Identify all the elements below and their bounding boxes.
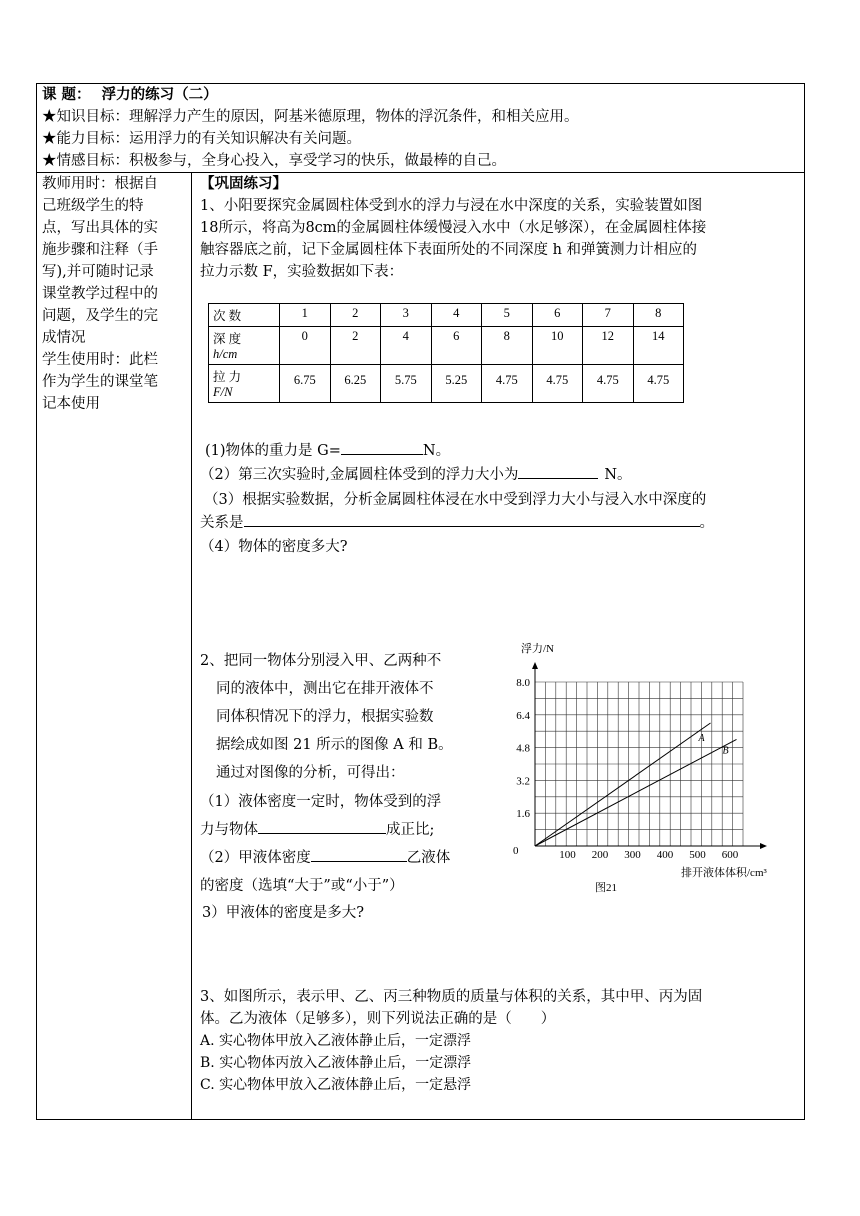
table-cell: 5.75	[381, 365, 432, 403]
x-tick-label: 600	[721, 849, 739, 861]
row-label-depth-unit: h/cm	[213, 347, 238, 361]
sidebar-line: 施步骤和注释（手	[42, 242, 158, 258]
table-cell: 7	[583, 304, 634, 327]
q2-sub2-end: 乙液体	[406, 850, 451, 866]
q2-sub1-line1: （1）液体密度一定时，物体受到的浮	[200, 794, 442, 810]
q1-sub2	[200, 464, 632, 486]
table-cell: 14	[633, 327, 684, 365]
section-title: 【巩固练习】	[200, 175, 287, 192]
goal-emotion: ★情感目标：积极参与，全身心投入，享受学习的快乐，做最棒的自己。	[42, 153, 506, 169]
goal-ability: ★能力目标：运用浮力的有关知识解决有关问题。	[42, 131, 361, 147]
y-tick-label: 1.6	[516, 808, 530, 821]
q2-sub2-line1	[200, 847, 450, 869]
table-row	[209, 365, 684, 403]
q2-line4: 据绘成如图 21 所示的图像 A 和 B。	[216, 737, 453, 753]
table-cell: 8	[482, 327, 533, 365]
q2-sub1-text: 力与物体	[200, 822, 258, 838]
y-tick-label: 4.8	[516, 742, 530, 755]
x-tick-label: 400	[656, 849, 674, 861]
row-label-depth-1: 深 度	[213, 332, 242, 346]
q1-line: 18所示，将高为8cm的金属圆柱体缓慢浸入水中（水足够深），在金属圆柱体接	[200, 220, 707, 236]
sidebar-line: 写),并可随时记录	[42, 264, 154, 280]
origin-label: 0	[513, 845, 519, 857]
q2-sub2-text: （2）甲液体密度	[200, 850, 311, 866]
q3-line: 3、如图所示，表示甲、乙、丙三种物质的质量与体积的关系，其中甲、丙为固	[200, 989, 703, 1005]
q1-sub1-blank[interactable]	[341, 440, 423, 455]
q1-sub1-unit: N。	[422, 443, 451, 459]
y-tick-label: 6.4	[516, 709, 530, 722]
q1-sub2-unit: N。	[604, 467, 632, 483]
q3-option-a: A. 实心物体甲放入乙液体静止后，一定漂浮	[200, 1033, 472, 1049]
sidebar-line: 问题，及学生的完	[42, 308, 158, 324]
q1-sub2-blank[interactable]	[518, 464, 598, 479]
q2-sub2-line2: 的密度（选填“大于”或“小于”）	[200, 878, 404, 894]
q1-sub3-line1: （3）根据实验数据，分析金属圆柱体浸在水中受到浮力大小与浸入水中深度的	[204, 492, 707, 508]
table-cell: 12	[583, 327, 634, 365]
q1-line: 拉力示数 F，实验数据如下表：	[200, 264, 404, 280]
table-cell: 6	[532, 304, 583, 327]
frame-bottom	[36, 1119, 804, 1120]
sidebar-line: 作为学生的课堂笔	[42, 374, 158, 390]
table-cell: 6.25	[330, 365, 381, 403]
lesson-title-label: 课 题：	[42, 86, 91, 103]
data-table-wrapper	[208, 303, 684, 403]
sidebar-line: 记本使用	[42, 396, 100, 412]
table-cell: 6	[431, 327, 482, 365]
row-label-force	[209, 365, 280, 403]
q2-line3: 同体积情况下的浮力，根据实验数	[216, 709, 434, 725]
table-row	[209, 304, 684, 327]
sidebar-line: 点，写出具体的实	[42, 220, 158, 236]
q1-sub1	[205, 440, 450, 462]
x-axis-arrow	[760, 843, 767, 849]
q1-sub2-text: （2）第三次实验时,金属圆柱体受到的浮力大小为	[200, 467, 519, 483]
frame-right	[804, 83, 805, 1120]
x-tick-label: 500	[689, 849, 706, 861]
sidebar-line: 己班级学生的特	[42, 198, 144, 214]
table-cell: 8	[633, 304, 684, 327]
table-cell: 2	[330, 327, 381, 365]
table-cell: 2	[330, 304, 381, 327]
q2-line1: 2、把同一物体分别浸入甲、乙两种不	[200, 653, 442, 669]
table-row	[209, 327, 684, 365]
sidebar-line: 教师用时：根据自	[42, 176, 158, 192]
q2-line5: 通过对图像的分析，可得出：	[216, 765, 405, 781]
q3-line: 体。乙为液体（足够多），则下列说法正确的是（ ）	[200, 1011, 556, 1027]
q2-sub1-blank[interactable]	[258, 819, 386, 834]
row-label-depth	[209, 327, 280, 365]
question-1	[200, 195, 706, 283]
table-cell: 10	[532, 327, 583, 365]
table-cell: 5	[482, 304, 533, 327]
q1-sub3-blank[interactable]	[244, 512, 700, 527]
data-table	[208, 303, 684, 403]
q3-option-b: B. 实心物体丙放入乙液体静止后，一定漂浮	[200, 1055, 472, 1071]
q1-line: 触容器底之前，记下金属圆柱体下表面所处的不同深度 h 和弹簧测力计相应的	[200, 242, 698, 258]
series-label-b: B	[722, 745, 729, 757]
q2-sub3: 3）甲液体的密度是多大?	[202, 905, 364, 921]
table-cell: 4	[381, 327, 432, 365]
row-label-trials: 次 数	[209, 304, 280, 327]
q1-sub3-line2	[200, 512, 714, 534]
series-line-b	[535, 739, 737, 846]
x-axis-label: 排开液体体积/cm³	[681, 867, 767, 879]
q1-sub3-text: 关系是	[200, 515, 244, 531]
question-3	[200, 986, 702, 1096]
sidebar-notes	[42, 173, 190, 415]
q1-sub4: （4）物体的密度多大?	[200, 539, 348, 555]
table-cell: 4.75	[482, 365, 533, 403]
q2-sub1-end: 成正比;	[386, 822, 435, 838]
table-cell: 4	[431, 304, 482, 327]
table-cell: 1	[280, 304, 331, 327]
q2-sub1-line2	[200, 819, 434, 841]
x-tick-label: 200	[591, 849, 609, 861]
sidebar-line: 学生使用时：此栏	[42, 352, 158, 368]
table-cell: 4.75	[583, 365, 634, 403]
sidebar-line: 成情况	[42, 330, 86, 346]
lesson-title	[42, 84, 218, 106]
q2-line2: 同的液体中，测出它在排开液体不	[216, 681, 434, 697]
q1-sub1-text: (1)物体的重力是 G=	[205, 443, 341, 459]
x-tick-label: 300	[624, 849, 641, 861]
series-label-a: A	[698, 733, 705, 744]
y-tick-label: 3.2	[516, 775, 530, 788]
column-divider	[191, 172, 192, 1120]
x-tick-label: 100	[559, 849, 576, 861]
chart-caption: 图21	[595, 882, 617, 894]
buoyancy-chart	[505, 636, 795, 896]
y-axis-label: 浮力/N	[521, 643, 554, 655]
y-tick-label: 8.0	[516, 677, 530, 689]
row-label-force-1: 拉 力	[213, 370, 242, 384]
goal-knowledge: ★知识目标：理解浮力产生的原因，阿基米德原理，物体的浮沉条件，和相关应用。	[42, 109, 579, 125]
y-axis-arrow	[532, 662, 538, 669]
table-cell: 6.75	[280, 365, 331, 403]
table-cell: 5.25	[431, 365, 482, 403]
lesson-title-text: 浮力的练习（二）	[101, 86, 218, 103]
q1-sub3-end: 。	[699, 515, 714, 531]
frame-left	[36, 83, 37, 1120]
sidebar-line: 课堂教学过程中的	[42, 286, 158, 302]
series-line-a	[535, 723, 711, 846]
table-cell: 0	[280, 327, 331, 365]
q3-option-c: C. 实心物体甲放入乙液体静止后，一定悬浮	[200, 1077, 472, 1093]
q1-line: 1、小阳要探究金属圆柱体受到水的浮力与浸在水中深度的关系，实验装置如图	[200, 198, 703, 214]
table-cell: 4.75	[633, 365, 684, 403]
table-cell: 3	[381, 304, 432, 327]
table-cell: 4.75	[532, 365, 583, 403]
row-label-force-unit: F/N	[213, 385, 233, 399]
q2-sub2-blank[interactable]	[311, 847, 407, 862]
